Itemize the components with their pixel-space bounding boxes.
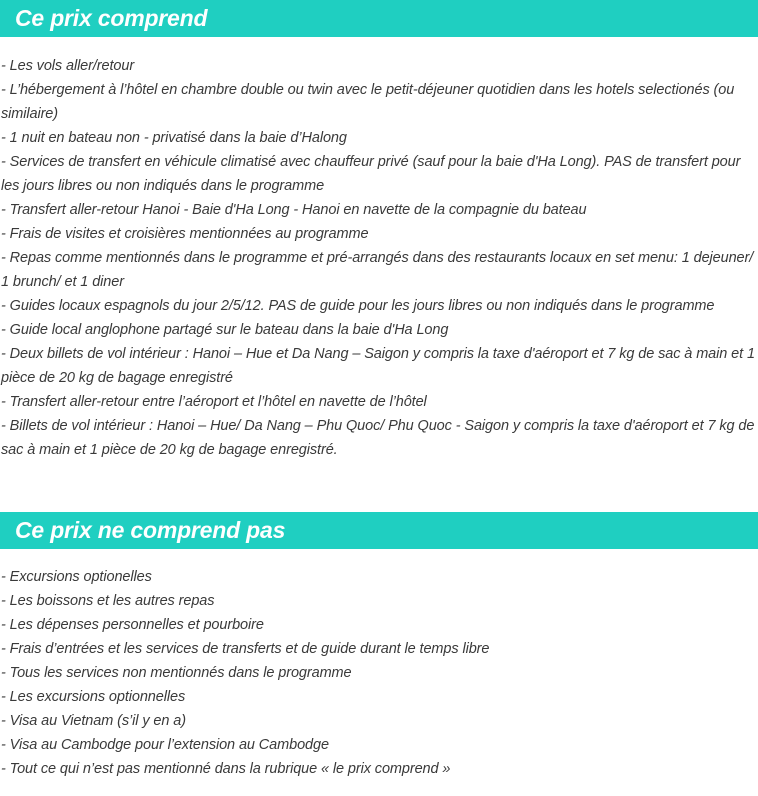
included-item: - Frais de visites et croisières mentionnées au programme	[1, 226, 369, 242]
included-item: - Transfert aller-retour entre l’aéroport et l’hôtel en navette de l’hôtel	[1, 394, 427, 410]
included-item: - Repas comme mentionnés dans le programme et pré-arrangés dans des restaurants locaux en set menu: 1 dejeuner/ 1 brunch/ et 1 diner	[1, 250, 754, 290]
excluded-item: - Frais d’entrées et les services de transferts et de guide durant le temps libre	[1, 641, 490, 657]
included-item: - Guides locaux espagnols du jour 2/5/12. PAS de guide pour les jours libres ou non indiqués dans le programme	[1, 298, 715, 314]
excluded-item: - Excursions optionelles	[1, 569, 152, 585]
included-item: - Transfert aller-retour Hanoi - Baie d'Ha Long - Hanoi en navette de la compagnie du bateau	[1, 202, 587, 218]
included-item: - Guide local anglophone partagé sur le bateau dans la baie d'Ha Long	[1, 322, 449, 338]
excluded-item: - Tous les services non mentionnés dans le programme	[1, 665, 352, 681]
excluded-item: - Visa au Vietnam (s’il y en a)	[1, 713, 186, 729]
excluded-item: - Les dépenses personnelles et pourboire	[1, 617, 264, 633]
included-item: - Billets de vol intérieur : Hanoi – Hue/ Da Nang – Phu Quoc/ Phu Quoc - Saigon y compris la taxe d'aéroport et 7 kg de sac à main et 1 pièce de 20 kg de bagage enregistré.	[1, 418, 755, 458]
excluded-title: Ce prix ne comprend pas	[15, 517, 286, 543]
included-title: Ce prix comprend	[15, 5, 208, 31]
excluded-item: - Les boissons et les autres repas	[1, 593, 215, 609]
included-item: - Deux billets de vol intérieur : Hanoi – Hue et Da Nang – Saigon y compris la taxe d'aéroport et 7 kg de sac à main et 1 pièce de 20 kg de bagage enregistré	[1, 346, 755, 386]
excluded-list	[0, 549, 758, 781]
included-header	[0, 0, 758, 37]
included-item: - Les vols aller/retour	[1, 58, 135, 74]
excluded-section	[0, 512, 758, 781]
included-item: - L’hébergement à l’hôtel en chambre double ou twin avec le petit-déjeuner quotidien dans les hotels selectionés (ou similaire)	[1, 82, 735, 122]
excluded-header	[0, 512, 758, 549]
excluded-item: - Les excursions optionnelles	[1, 689, 186, 705]
included-item: - Services de transfert en véhicule climatisé avec chauffeur privé (sauf pour la baie d'Ha Long). PAS de transfert pour les jours libres ou non indiqués dans le programme	[1, 154, 741, 194]
included-item: - 1 nuit en bateau non - privatisé dans la baie d’Halong	[1, 130, 347, 146]
excluded-item: - Visa au Cambodge pour l’extension au Cambodge	[1, 737, 329, 753]
included-list	[0, 37, 758, 462]
excluded-item: - Tout ce qui n’est pas mentionné dans la rubrique « le prix comprend »	[1, 761, 451, 777]
